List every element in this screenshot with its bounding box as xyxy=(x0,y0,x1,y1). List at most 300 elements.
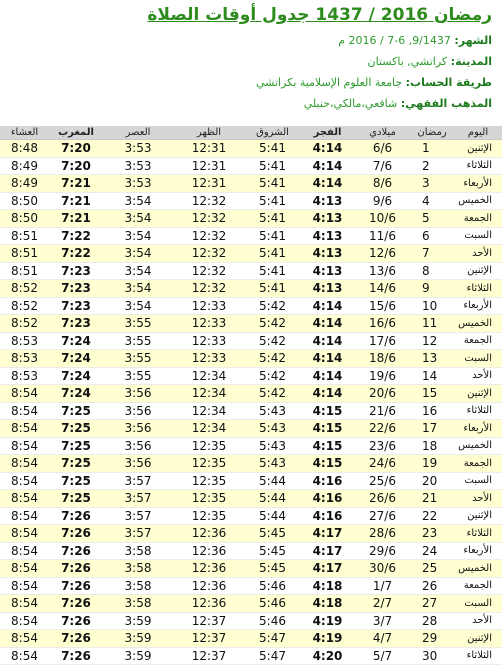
header xyxy=(0,0,502,118)
maghrib-time: 7:20 xyxy=(49,140,103,158)
ramadan-day: 26 xyxy=(410,577,454,595)
dhuhr-time: 12:33 xyxy=(173,297,245,315)
fajr-time: 4:17 xyxy=(300,542,355,560)
table-row xyxy=(0,350,502,368)
weekday: الخميس xyxy=(454,437,502,455)
isha-time: 8:54 xyxy=(0,525,49,543)
gregorian-date: 26/6 xyxy=(355,490,410,508)
gregorian-date: 30/6 xyxy=(355,560,410,578)
sunrise-time: 5:42 xyxy=(245,315,300,333)
maghrib-time: 7:26 xyxy=(49,577,103,595)
weekday: الأربعاء xyxy=(454,297,502,315)
dhuhr-time: 12:32 xyxy=(173,210,245,228)
ramadan-day: 1 xyxy=(410,140,454,158)
asr-time: 3:58 xyxy=(103,577,173,595)
weekday: الأربعاء xyxy=(454,542,502,560)
isha-time: 8:50 xyxy=(0,210,49,228)
weekday: السبت xyxy=(454,227,502,245)
weekday: الإثنين xyxy=(454,140,502,158)
gregorian-date: 8/6 xyxy=(355,175,410,193)
gregorian-date: 28/6 xyxy=(355,525,410,543)
ramadan-day: 30 xyxy=(410,647,454,665)
isha-time: 8:54 xyxy=(0,420,49,438)
sunrise-time: 5:41 xyxy=(245,227,300,245)
maghrib-time: 7:26 xyxy=(49,630,103,648)
weekday: الإثنين xyxy=(454,262,502,280)
table-row xyxy=(0,525,502,543)
maghrib-time: 7:25 xyxy=(49,490,103,508)
isha-time: 8:54 xyxy=(0,455,49,473)
isha-time: 8:49 xyxy=(0,175,49,193)
dhuhr-time: 12:36 xyxy=(173,525,245,543)
madhab-value: شافعي،مالكي،حنبلي xyxy=(303,97,398,110)
table-row xyxy=(0,332,502,350)
dhuhr-time: 12:31 xyxy=(173,157,245,175)
dhuhr-time: 12:33 xyxy=(173,332,245,350)
fajr-time: 4:14 xyxy=(300,385,355,403)
isha-time: 8:54 xyxy=(0,542,49,560)
col-asr: العصر xyxy=(103,126,173,140)
dhuhr-time: 12:35 xyxy=(173,455,245,473)
gregorian-date: 4/7 xyxy=(355,630,410,648)
ramadan-day: 10 xyxy=(410,297,454,315)
asr-time: 3:54 xyxy=(103,227,173,245)
gregorian-date: 3/7 xyxy=(355,612,410,630)
method-value: جامعة العلوم الإسلامية بكراتشي xyxy=(256,76,403,89)
gregorian-date: 11/6 xyxy=(355,227,410,245)
sunrise-time: 5:41 xyxy=(245,280,300,298)
table-row xyxy=(0,507,502,525)
isha-time: 8:54 xyxy=(0,630,49,648)
dhuhr-time: 12:36 xyxy=(173,560,245,578)
table-row xyxy=(0,315,502,333)
dhuhr-time: 12:33 xyxy=(173,315,245,333)
asr-time: 3:54 xyxy=(103,280,173,298)
method-line xyxy=(10,76,492,89)
sunrise-time: 5:41 xyxy=(245,175,300,193)
sunrise-time: 5:46 xyxy=(245,595,300,613)
table-row xyxy=(0,612,502,630)
weekday: الجمعة xyxy=(454,455,502,473)
isha-time: 8:54 xyxy=(0,385,49,403)
dhuhr-time: 12:34 xyxy=(173,402,245,420)
table-row xyxy=(0,157,502,175)
maghrib-time: 7:24 xyxy=(49,385,103,403)
sunrise-time: 5:41 xyxy=(245,192,300,210)
gregorian-date: 17/6 xyxy=(355,332,410,350)
fajr-time: 4:14 xyxy=(300,140,355,158)
isha-time: 8:51 xyxy=(0,227,49,245)
ramadan-day: 8 xyxy=(410,262,454,280)
gregorian-date: 9/6 xyxy=(355,192,410,210)
sunrise-time: 5:43 xyxy=(245,402,300,420)
dhuhr-time: 12:35 xyxy=(173,507,245,525)
ramadan-day: 19 xyxy=(410,455,454,473)
sunrise-time: 5:45 xyxy=(245,542,300,560)
weekday: الثلاثاء xyxy=(454,647,502,665)
col-ramadan: رمضان xyxy=(410,126,454,140)
asr-time: 3:56 xyxy=(103,437,173,455)
isha-time: 8:54 xyxy=(0,595,49,613)
asr-time: 3:53 xyxy=(103,175,173,193)
sunrise-time: 5:43 xyxy=(245,437,300,455)
ramadan-day: 25 xyxy=(410,560,454,578)
weekday: الإثنين xyxy=(454,630,502,648)
dhuhr-time: 12:37 xyxy=(173,647,245,665)
weekday: الجمعة xyxy=(454,210,502,228)
maghrib-time: 7:24 xyxy=(49,332,103,350)
asr-time: 3:53 xyxy=(103,157,173,175)
col-gregorian: ميلادي xyxy=(355,126,410,140)
asr-time: 3:59 xyxy=(103,612,173,630)
isha-time: 8:50 xyxy=(0,192,49,210)
isha-time: 8:51 xyxy=(0,262,49,280)
fajr-time: 4:13 xyxy=(300,192,355,210)
isha-time: 8:51 xyxy=(0,245,49,263)
dhuhr-time: 12:34 xyxy=(173,420,245,438)
fajr-time: 4:14 xyxy=(300,332,355,350)
gregorian-date: 29/6 xyxy=(355,542,410,560)
col-sunrise: الشروق xyxy=(245,126,300,140)
weekday: السبت xyxy=(454,595,502,613)
table-row xyxy=(0,227,502,245)
fajr-time: 4:13 xyxy=(300,210,355,228)
ramadan-day: 3 xyxy=(410,175,454,193)
dhuhr-time: 12:32 xyxy=(173,245,245,263)
dhuhr-time: 12:36 xyxy=(173,577,245,595)
ramadan-day: 15 xyxy=(410,385,454,403)
sunrise-time: 5:42 xyxy=(245,332,300,350)
table-row xyxy=(0,402,502,420)
table-row xyxy=(0,175,502,193)
ramadan-day: 18 xyxy=(410,437,454,455)
sunrise-time: 5:47 xyxy=(245,647,300,665)
fajr-time: 4:18 xyxy=(300,595,355,613)
fajr-time: 4:13 xyxy=(300,280,355,298)
isha-time: 8:54 xyxy=(0,560,49,578)
gregorian-date: 23/6 xyxy=(355,437,410,455)
ramadan-day: 24 xyxy=(410,542,454,560)
isha-time: 8:53 xyxy=(0,332,49,350)
table-row xyxy=(0,542,502,560)
col-day: اليوم xyxy=(454,126,502,140)
isha-time: 8:52 xyxy=(0,315,49,333)
maghrib-time: 7:25 xyxy=(49,472,103,490)
weekday: الخميس xyxy=(454,560,502,578)
asr-time: 3:57 xyxy=(103,507,173,525)
weekday: الثلاثاء xyxy=(454,525,502,543)
isha-time: 8:54 xyxy=(0,647,49,665)
fajr-time: 4:15 xyxy=(300,455,355,473)
dhuhr-time: 12:37 xyxy=(173,612,245,630)
weekday: الجمعة xyxy=(454,577,502,595)
dhuhr-time: 12:35 xyxy=(173,472,245,490)
dhuhr-time: 12:31 xyxy=(173,175,245,193)
table-row xyxy=(0,595,502,613)
asr-time: 3:55 xyxy=(103,315,173,333)
asr-time: 3:54 xyxy=(103,297,173,315)
maghrib-time: 7:22 xyxy=(49,245,103,263)
fajr-time: 4:15 xyxy=(300,437,355,455)
fajr-time: 4:16 xyxy=(300,507,355,525)
fajr-time: 4:15 xyxy=(300,402,355,420)
city-line xyxy=(10,55,492,68)
fajr-time: 4:16 xyxy=(300,490,355,508)
col-isha: العشاء xyxy=(0,126,49,140)
maghrib-time: 7:26 xyxy=(49,612,103,630)
dhuhr-time: 12:36 xyxy=(173,595,245,613)
isha-time: 8:54 xyxy=(0,472,49,490)
fajr-time: 4:13 xyxy=(300,245,355,263)
ramadan-day: 16 xyxy=(410,402,454,420)
page-title: رمضان 2016 / 1437 جدول أوقات الصلاة xyxy=(147,5,492,25)
asr-time: 3:56 xyxy=(103,420,173,438)
gregorian-date: 13/6 xyxy=(355,262,410,280)
gregorian-date: 20/6 xyxy=(355,385,410,403)
weekday: الأحد xyxy=(454,245,502,263)
table-row xyxy=(0,297,502,315)
ramadan-day: 22 xyxy=(410,507,454,525)
isha-time: 8:54 xyxy=(0,612,49,630)
fajr-time: 4:14 xyxy=(300,175,355,193)
ramadan-day: 29 xyxy=(410,630,454,648)
ramadan-day: 21 xyxy=(410,490,454,508)
dhuhr-time: 12:31 xyxy=(173,140,245,158)
madhab-line xyxy=(10,97,492,110)
asr-time: 3:58 xyxy=(103,595,173,613)
gregorian-date: 22/6 xyxy=(355,420,410,438)
asr-time: 3:54 xyxy=(103,245,173,263)
sunrise-time: 5:44 xyxy=(245,490,300,508)
gregorian-date: 6/6 xyxy=(355,140,410,158)
dhuhr-time: 12:32 xyxy=(173,192,245,210)
isha-time: 8:54 xyxy=(0,507,49,525)
ramadan-day: 27 xyxy=(410,595,454,613)
table-row xyxy=(0,140,502,158)
gregorian-date: 19/6 xyxy=(355,367,410,385)
asr-time: 3:55 xyxy=(103,367,173,385)
table-row xyxy=(0,420,502,438)
gregorian-date: 14/6 xyxy=(355,280,410,298)
ramadan-day: 14 xyxy=(410,367,454,385)
col-dhuhr: الظهر xyxy=(173,126,245,140)
gregorian-date: 27/6 xyxy=(355,507,410,525)
weekday: الخميس xyxy=(454,192,502,210)
weekday: الثلاثاء xyxy=(454,157,502,175)
sunrise-time: 5:43 xyxy=(245,420,300,438)
asr-time: 3:55 xyxy=(103,332,173,350)
col-maghrib: المغرب xyxy=(49,126,103,140)
weekday: الأحد xyxy=(454,490,502,508)
gregorian-date: 18/6 xyxy=(355,350,410,368)
fajr-time: 4:13 xyxy=(300,262,355,280)
ramadan-day: 23 xyxy=(410,525,454,543)
city-label: المدينة: xyxy=(450,55,492,68)
gregorian-date: 21/6 xyxy=(355,402,410,420)
ramadan-day: 5 xyxy=(410,210,454,228)
fajr-time: 4:17 xyxy=(300,525,355,543)
fajr-time: 4:19 xyxy=(300,630,355,648)
sunrise-time: 5:47 xyxy=(245,630,300,648)
asr-time: 3:57 xyxy=(103,490,173,508)
ramadan-day: 13 xyxy=(410,350,454,368)
isha-time: 8:52 xyxy=(0,280,49,298)
maghrib-time: 7:26 xyxy=(49,647,103,665)
table-row xyxy=(0,490,502,508)
table-row xyxy=(0,262,502,280)
weekday: السبت xyxy=(454,472,502,490)
ramadan-day: 9 xyxy=(410,280,454,298)
asr-time: 3:58 xyxy=(103,560,173,578)
weekday: الثلاثاء xyxy=(454,402,502,420)
isha-time: 8:54 xyxy=(0,490,49,508)
maghrib-time: 7:24 xyxy=(49,350,103,368)
fajr-time: 4:20 xyxy=(300,647,355,665)
weekday: الإثنين xyxy=(454,385,502,403)
sunrise-time: 5:42 xyxy=(245,385,300,403)
maghrib-time: 7:21 xyxy=(49,192,103,210)
dhuhr-time: 12:35 xyxy=(173,437,245,455)
isha-time: 8:49 xyxy=(0,157,49,175)
ramadan-day: 6 xyxy=(410,227,454,245)
ramadan-day: 12 xyxy=(410,332,454,350)
maghrib-time: 7:26 xyxy=(49,542,103,560)
month-line xyxy=(10,34,492,47)
gregorian-date: 5/7 xyxy=(355,647,410,665)
fajr-time: 4:15 xyxy=(300,420,355,438)
asr-time: 3:58 xyxy=(103,542,173,560)
ramadan-day: 11 xyxy=(410,315,454,333)
maghrib-time: 7:26 xyxy=(49,507,103,525)
month-value: 9/1437, 6-7 / 2016 م xyxy=(338,34,451,47)
gregorian-date: 2/7 xyxy=(355,595,410,613)
dhuhr-time: 12:37 xyxy=(173,630,245,648)
sunrise-time: 5:42 xyxy=(245,350,300,368)
table-row xyxy=(0,472,502,490)
ramadan-day: 17 xyxy=(410,420,454,438)
isha-time: 8:53 xyxy=(0,367,49,385)
maghrib-time: 7:25 xyxy=(49,437,103,455)
table-row xyxy=(0,437,502,455)
table-row xyxy=(0,455,502,473)
asr-time: 3:57 xyxy=(103,525,173,543)
isha-time: 8:54 xyxy=(0,577,49,595)
asr-time: 3:54 xyxy=(103,262,173,280)
maghrib-time: 7:21 xyxy=(49,210,103,228)
dhuhr-time: 12:34 xyxy=(173,367,245,385)
dhuhr-time: 12:35 xyxy=(173,490,245,508)
ramadan-day: 28 xyxy=(410,612,454,630)
maghrib-time: 7:26 xyxy=(49,525,103,543)
fajr-time: 4:13 xyxy=(300,227,355,245)
table-row xyxy=(0,245,502,263)
table-row xyxy=(0,192,502,210)
asr-time: 3:56 xyxy=(103,402,173,420)
fajr-time: 4:17 xyxy=(300,560,355,578)
ramadan-day: 7 xyxy=(410,245,454,263)
maghrib-time: 7:26 xyxy=(49,560,103,578)
gregorian-date: 1/7 xyxy=(355,577,410,595)
isha-time: 8:48 xyxy=(0,140,49,158)
weekday: الجمعة xyxy=(454,332,502,350)
sunrise-time: 5:44 xyxy=(245,507,300,525)
fajr-time: 4:18 xyxy=(300,577,355,595)
sunrise-time: 5:41 xyxy=(245,245,300,263)
table-row xyxy=(0,577,502,595)
asr-time: 3:56 xyxy=(103,455,173,473)
sunrise-time: 5:46 xyxy=(245,577,300,595)
weekday: الأربعاء xyxy=(454,420,502,438)
gregorian-date: 15/6 xyxy=(355,297,410,315)
dhuhr-time: 12:36 xyxy=(173,542,245,560)
fajr-time: 4:14 xyxy=(300,157,355,175)
table-row xyxy=(0,367,502,385)
sunrise-time: 5:43 xyxy=(245,455,300,473)
asr-time: 3:54 xyxy=(103,192,173,210)
maghrib-time: 7:25 xyxy=(49,402,103,420)
fajr-time: 4:16 xyxy=(300,472,355,490)
dhuhr-time: 12:32 xyxy=(173,227,245,245)
ramadan-day: 2 xyxy=(410,157,454,175)
col-fajr: الفجر xyxy=(300,126,355,140)
asr-time: 3:54 xyxy=(103,210,173,228)
fajr-time: 4:14 xyxy=(300,315,355,333)
maghrib-time: 7:20 xyxy=(49,157,103,175)
sunrise-time: 5:41 xyxy=(245,262,300,280)
gregorian-date: 7/6 xyxy=(355,157,410,175)
asr-time: 3:55 xyxy=(103,350,173,368)
isha-time: 8:54 xyxy=(0,402,49,420)
asr-time: 3:56 xyxy=(103,385,173,403)
gregorian-date: 16/6 xyxy=(355,315,410,333)
sunrise-time: 5:46 xyxy=(245,612,300,630)
fajr-time: 4:14 xyxy=(300,367,355,385)
sunrise-time: 5:41 xyxy=(245,140,300,158)
madhab-label: المذهب الفقهي: xyxy=(400,97,492,110)
table-row xyxy=(0,647,502,665)
table-header-row xyxy=(0,126,502,140)
table-row xyxy=(0,630,502,648)
ramadan-day: 20 xyxy=(410,472,454,490)
maghrib-time: 7:23 xyxy=(49,297,103,315)
fajr-time: 4:14 xyxy=(300,297,355,315)
sunrise-time: 5:41 xyxy=(245,210,300,228)
maghrib-time: 7:21 xyxy=(49,175,103,193)
table-row xyxy=(0,385,502,403)
table-row xyxy=(0,210,502,228)
maghrib-time: 7:26 xyxy=(49,595,103,613)
asr-time: 3:53 xyxy=(103,140,173,158)
sunrise-time: 5:45 xyxy=(245,560,300,578)
weekday: الأحد xyxy=(454,367,502,385)
dhuhr-time: 12:32 xyxy=(173,262,245,280)
table-row xyxy=(0,280,502,298)
gregorian-date: 12/6 xyxy=(355,245,410,263)
weekday: الإثنين xyxy=(454,507,502,525)
month-label: الشهر: xyxy=(454,34,492,47)
prayer-times-table xyxy=(0,126,502,665)
dhuhr-time: 12:33 xyxy=(173,350,245,368)
method-label: طريقة الحساب: xyxy=(405,76,492,89)
maghrib-time: 7:23 xyxy=(49,262,103,280)
maghrib-time: 7:23 xyxy=(49,280,103,298)
dhuhr-time: 12:32 xyxy=(173,280,245,298)
fajr-time: 4:19 xyxy=(300,612,355,630)
sunrise-time: 5:45 xyxy=(245,525,300,543)
fajr-time: 4:14 xyxy=(300,350,355,368)
sunrise-time: 5:44 xyxy=(245,472,300,490)
maghrib-time: 7:25 xyxy=(49,420,103,438)
